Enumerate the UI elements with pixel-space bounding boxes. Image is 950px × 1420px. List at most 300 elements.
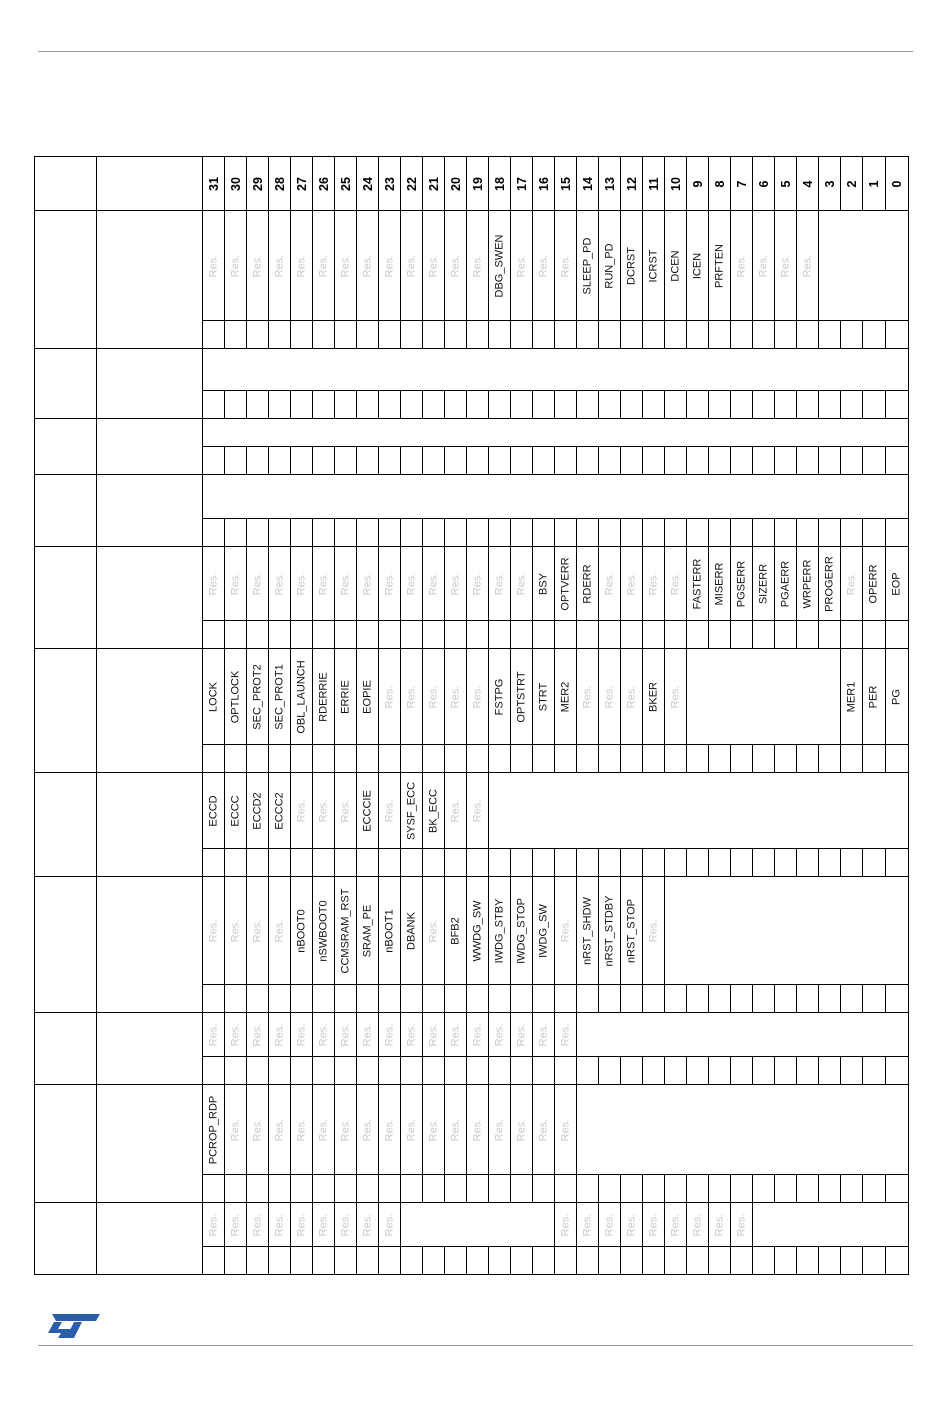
bit-field-cell <box>753 547 775 621</box>
bit-field-cell <box>401 1203 555 1247</box>
bit-field-label: BK_ECC <box>427 788 439 833</box>
reserved-bit-label: Res. <box>493 1118 505 1141</box>
bit-field-cell <box>599 547 621 621</box>
bit-field-label: PG <box>890 688 903 705</box>
reset-value-cell <box>621 621 643 649</box>
reset-value-cell <box>467 621 489 649</box>
reset-value-cell <box>577 447 599 475</box>
reset-value-cell <box>511 1057 533 1085</box>
bit-field-label: OBL_LAUNCH <box>295 659 307 734</box>
bit-field-label: FSTPG <box>493 678 505 715</box>
register-name-cell <box>97 419 203 447</box>
bit-field-cell <box>489 773 909 849</box>
bit-field-cell <box>467 773 489 849</box>
reset-value-cell <box>269 321 291 349</box>
reset-value-cell <box>225 447 247 475</box>
reserved-bit-label: Res. <box>229 1118 241 1141</box>
reset-value-cell <box>445 321 467 349</box>
bit-field-label: nRST_SHDW <box>581 896 593 965</box>
reserved-bit-label: Res. <box>471 799 483 822</box>
bit-field-cell <box>357 1085 379 1175</box>
bit-field-cell <box>709 211 731 321</box>
bit-field-cell <box>313 1203 335 1247</box>
bit-number-cell <box>731 157 753 211</box>
reset-value-cell <box>709 745 731 773</box>
bit-number: 19 <box>470 176 485 191</box>
register-field-row <box>35 475 909 519</box>
reset-value-cell <box>819 849 841 877</box>
reset-value-cell <box>489 1247 511 1275</box>
reset-value-cell <box>203 621 225 649</box>
bit-number-cell <box>621 157 643 211</box>
bit-field-cell <box>313 211 335 321</box>
bit-field-cell <box>467 649 489 745</box>
bit-field-label: ICRST <box>647 249 659 282</box>
reserved-bit-label: Res. <box>845 572 857 595</box>
reserved-bit-label: Res. <box>581 685 593 708</box>
bit-field-cell <box>225 1203 247 1247</box>
reserved-bit-label: Res. <box>427 572 439 595</box>
reset-value-cell <box>643 621 665 649</box>
reset-value-cell <box>467 985 489 1013</box>
bit-number-cell <box>709 157 731 211</box>
reset-value-cell <box>753 621 775 649</box>
reset-value-cell <box>335 849 357 877</box>
reset-value-cell <box>401 985 423 1013</box>
reset-value-cell <box>775 519 797 547</box>
reset-value-cell <box>357 1057 379 1085</box>
reserved-bit-label: Res. <box>339 572 351 595</box>
register-field-row <box>35 419 909 447</box>
reset-value-cell <box>533 447 555 475</box>
reset-value-cell <box>357 447 379 475</box>
register-field-row <box>35 211 909 321</box>
bit-field-cell <box>225 547 247 621</box>
register-name-cell <box>97 1085 203 1175</box>
bit-field-cell <box>423 649 445 745</box>
reset-value-cell <box>555 447 577 475</box>
reset-value-cell <box>423 1057 445 1085</box>
bit-field-label: MER2 <box>559 681 571 712</box>
st-logo <box>44 1312 102 1340</box>
register-name-cell <box>97 773 203 849</box>
reset-value-cell <box>401 621 423 649</box>
reserved-bit-label: Res. <box>339 254 351 277</box>
reserved-bit-label: Res. <box>603 572 615 595</box>
reset-value-cell <box>555 391 577 419</box>
reserved-bit-label: Res. <box>295 572 307 595</box>
reserved-bit-label: Res. <box>317 254 329 277</box>
reset-value-cell <box>291 745 313 773</box>
reset-value-cell <box>423 745 445 773</box>
reset-value-cell <box>665 519 687 547</box>
reset-value-cell <box>401 745 423 773</box>
reset-value-cell <box>423 391 445 419</box>
bit-field-label: DCEN <box>669 249 681 282</box>
reset-value-cell <box>863 1247 886 1275</box>
bit-field-cell <box>687 211 709 321</box>
register-name-cell <box>97 547 203 621</box>
reset-value-cell <box>665 321 687 349</box>
bit-field-cell <box>665 1203 687 1247</box>
reset-value-cell <box>445 519 467 547</box>
reset-value-cell <box>555 621 577 649</box>
bit-number-cell <box>577 157 599 211</box>
bit-field-cell <box>511 547 533 621</box>
reserved-bit-label: Res. <box>273 572 285 595</box>
reset-value-cell <box>863 1057 886 1085</box>
reset-value-cell <box>555 985 577 1013</box>
bit-number: 2 <box>844 180 859 187</box>
reset-value-cell <box>203 1057 225 1085</box>
bit-number-cell <box>599 157 621 211</box>
bit-field-label: IWDG_STOP <box>515 897 527 964</box>
bit-number-cell <box>467 157 489 211</box>
reserved-bit-label: Res. <box>295 1213 307 1236</box>
reset-value-cell <box>445 391 467 419</box>
bit-field-cell <box>313 877 335 985</box>
reset-value-cell <box>379 1057 401 1085</box>
register-field-row <box>35 773 909 849</box>
reset-value-cell <box>886 1057 909 1085</box>
reserved-bit-label: Res. <box>383 572 395 595</box>
reset-value-cell <box>731 391 753 419</box>
bit-field-label: ERRIE <box>339 679 351 714</box>
bit-field-label: RUN_PD <box>603 242 615 289</box>
reserved-bit-label: Res. <box>625 685 637 708</box>
reserved-bit-label: Res. <box>229 1213 241 1236</box>
reserved-bit-label: Res. <box>383 685 395 708</box>
reserved-bit-label: Res. <box>801 254 813 277</box>
register-field-row <box>35 1085 909 1175</box>
reset-value-cell <box>489 447 511 475</box>
reset-value-cell <box>269 1247 291 1275</box>
bit-field-cell <box>753 211 775 321</box>
reset-value-cell <box>577 519 599 547</box>
reset-value-cell <box>401 1247 423 1275</box>
reserved-bit-label: Res. <box>471 1023 483 1046</box>
reserved-bit-label: Res. <box>427 919 439 942</box>
reserved-bit-label: Res. <box>339 1023 351 1046</box>
reset-value-cell <box>687 621 709 649</box>
bit-field-cell <box>379 773 401 849</box>
bit-number-cell <box>357 157 379 211</box>
bit-field-cell <box>247 773 269 849</box>
reset-value-cell <box>401 447 423 475</box>
reset-value-cell <box>269 519 291 547</box>
reset-value-row <box>35 391 909 419</box>
reserved-bit-label: Res. <box>295 1023 307 1046</box>
bit-field-cell <box>665 547 687 621</box>
bit-field-cell <box>886 649 909 745</box>
reset-value-cell <box>225 519 247 547</box>
reserved-bit-label: Res. <box>581 1213 593 1236</box>
reset-value-cell <box>269 849 291 877</box>
bit-field-cell <box>247 877 269 985</box>
bit-field-label: PGAERR <box>779 560 791 607</box>
reset-value-cell <box>819 391 841 419</box>
bit-field-cell <box>489 1085 511 1175</box>
bit-number: 9 <box>690 180 705 187</box>
reset-value-row <box>35 985 909 1013</box>
reset-value-cell <box>401 1175 423 1203</box>
reset-value-row <box>35 1057 909 1085</box>
reset-value-cell <box>577 1247 599 1275</box>
reset-value-cell <box>841 447 863 475</box>
reset-value-row <box>35 745 909 773</box>
reset-value-cell <box>621 519 643 547</box>
reset-value-cell <box>775 321 797 349</box>
reserved-bit-label: Res. <box>449 685 461 708</box>
reset-value-cell <box>445 745 467 773</box>
bit-field-cell <box>379 1013 401 1057</box>
bit-number-cell <box>313 157 335 211</box>
offset-cell <box>35 649 97 773</box>
reset-value-cell <box>423 985 445 1013</box>
bit-number: 30 <box>228 176 243 191</box>
bit-field-cell <box>445 773 467 849</box>
reset-value-cell <box>753 985 775 1013</box>
bit-field-cell <box>203 773 225 849</box>
header-register-cell <box>97 157 203 211</box>
bit-number: 17 <box>514 176 529 191</box>
reserved-bit-label: Res. <box>207 1213 219 1236</box>
reset-value-cell <box>599 849 621 877</box>
reset-value-cell <box>621 321 643 349</box>
bit-field-cell <box>247 1085 269 1175</box>
reset-value-cell <box>841 849 863 877</box>
reset-value-cell <box>489 519 511 547</box>
reset-value-cell <box>753 1057 775 1085</box>
bit-field-cell <box>467 877 489 985</box>
reserved-bit-label: Res. <box>449 1023 461 1046</box>
bit-field-label: ICEN <box>691 252 703 279</box>
bit-field-cell <box>291 211 313 321</box>
bit-field-cell <box>269 649 291 745</box>
bit-number: 10 <box>668 176 683 191</box>
reserved-bit-label: Res. <box>493 572 505 595</box>
bit-number-row <box>35 157 909 211</box>
reset-value-cell <box>269 1057 291 1085</box>
reserved-bit-label: Res. <box>537 254 549 277</box>
reset-value-cell <box>467 1057 489 1085</box>
bit-field-cell <box>731 1203 753 1247</box>
bit-field-label: FASTERR <box>691 558 703 609</box>
reset-value-label-cell <box>97 1247 203 1275</box>
reset-value-cell <box>445 621 467 649</box>
bit-number-cell <box>841 157 863 211</box>
reset-value-cell <box>775 1057 797 1085</box>
reset-value-cell <box>511 849 533 877</box>
reset-value-cell <box>313 519 335 547</box>
bit-field-cell <box>291 1013 313 1057</box>
bit-field-cell <box>665 649 687 745</box>
reserved-bit-label: Res. <box>515 1023 527 1046</box>
reserved-bit-label: Res. <box>251 1023 263 1046</box>
bit-field-label: SIZERR <box>757 563 769 604</box>
offset-cell <box>35 419 97 475</box>
reset-value-cell <box>731 447 753 475</box>
bit-field-cell <box>401 1085 423 1175</box>
bit-field-cell <box>489 649 511 745</box>
reset-value-cell <box>291 1057 313 1085</box>
reset-value-cell <box>247 447 269 475</box>
reserved-bit-label: Res. <box>295 254 307 277</box>
reset-value-cell <box>797 745 819 773</box>
bit-field-label: OPTLOCK <box>229 670 241 723</box>
bit-field-label: DBANK <box>405 911 417 950</box>
bit-field-cell <box>269 1085 291 1175</box>
reset-value-cell <box>665 1175 687 1203</box>
bit-field-cell <box>357 649 379 745</box>
reset-value-cell <box>753 1247 775 1275</box>
reset-value-cell <box>533 1057 555 1085</box>
reset-value-cell <box>379 391 401 419</box>
reset-value-cell <box>643 985 665 1013</box>
reset-value-cell <box>797 321 819 349</box>
reserved-bit-label: Res. <box>251 572 263 595</box>
bit-field-cell <box>643 649 665 745</box>
reset-value-cell <box>533 849 555 877</box>
reset-value-cell <box>753 519 775 547</box>
reset-value-cell <box>247 849 269 877</box>
reset-value-cell <box>797 985 819 1013</box>
bit-field-cell <box>379 211 401 321</box>
reserved-bit-label: Res. <box>471 1118 483 1141</box>
bit-field-cell <box>621 211 643 321</box>
reserved-bit-label: Res. <box>273 1118 285 1141</box>
bit-field-cell <box>225 773 247 849</box>
reset-value-cell <box>335 447 357 475</box>
reset-value-cell <box>863 1175 886 1203</box>
bit-field-label: SEC_PROT1 <box>273 663 285 730</box>
reserved-bit-label: Res. <box>515 572 527 595</box>
reset-value-cell <box>313 745 335 773</box>
bit-field-cell <box>291 773 313 849</box>
reset-value-cell <box>797 621 819 649</box>
reset-value-cell <box>709 519 731 547</box>
reset-value-cell <box>467 519 489 547</box>
bit-field-cell <box>533 877 555 985</box>
reset-value-cell <box>687 849 709 877</box>
reserved-bit-label: Res. <box>207 572 219 595</box>
bit-field-label: PCROP_RDP <box>207 1095 219 1164</box>
reset-value-cell <box>599 1247 621 1275</box>
reset-value-cell <box>775 849 797 877</box>
reset-value-row <box>35 519 909 547</box>
bit-number-cell <box>489 157 511 211</box>
reserved-bit-label: Res. <box>603 1213 615 1236</box>
reserved-bit-label: Res. <box>295 1118 307 1141</box>
reset-value-cell <box>863 621 886 649</box>
reset-value-cell <box>753 745 775 773</box>
bit-number: 31 <box>206 176 221 191</box>
reset-value-cell <box>753 849 775 877</box>
reset-value-cell <box>599 1057 621 1085</box>
bit-field-cell <box>643 1203 665 1247</box>
reset-value-cell <box>665 745 687 773</box>
bit-field-cell <box>203 649 225 745</box>
bit-field-cell <box>203 547 225 621</box>
bit-field-label: WRPERR <box>801 559 813 608</box>
reset-value-label-cell <box>97 985 203 1013</box>
reset-value-cell <box>313 1247 335 1275</box>
register-name-cell <box>97 349 203 391</box>
bit-field-cell <box>753 1203 909 1247</box>
reset-value-cell <box>819 985 841 1013</box>
reset-value-cell <box>291 1175 313 1203</box>
bit-field-cell <box>335 1085 357 1175</box>
reset-value-cell <box>753 391 775 419</box>
bit-number-cell <box>753 157 775 211</box>
reset-value-cell <box>819 321 841 349</box>
reset-value-label-cell <box>97 519 203 547</box>
reset-value-cell <box>445 447 467 475</box>
register-name-cell <box>97 1203 203 1247</box>
bit-number-cell <box>687 157 709 211</box>
reserved-bit-label: Res. <box>295 799 307 822</box>
bit-field-cell <box>797 211 819 321</box>
bit-field-cell <box>401 547 423 621</box>
bit-field-label: BSY <box>537 572 549 595</box>
bit-field-cell <box>357 877 379 985</box>
bit-field-cell <box>775 211 797 321</box>
reset-value-cell <box>335 745 357 773</box>
reset-value-label-cell <box>97 1175 203 1203</box>
reset-value-cell <box>291 321 313 349</box>
reset-value-cell <box>445 1057 467 1085</box>
bit-field-cell <box>423 547 445 621</box>
reserved-bit-label: Res. <box>361 1213 373 1236</box>
bit-field-cell <box>577 877 599 985</box>
reset-value-cell <box>797 849 819 877</box>
reserved-bit-label: Res. <box>317 572 329 595</box>
bit-number: 28 <box>272 176 287 191</box>
bit-field-cell <box>225 1085 247 1175</box>
reserved-bit-label: Res. <box>779 254 791 277</box>
bit-field-cell <box>511 1085 533 1175</box>
reset-value-cell <box>797 1175 819 1203</box>
bit-number-cell <box>335 157 357 211</box>
reserved-bit-label: Res. <box>757 254 769 277</box>
reset-value-cell <box>313 621 335 649</box>
reset-value-row <box>35 1247 909 1275</box>
reset-value-cell <box>203 391 225 419</box>
bit-field-cell <box>599 1203 621 1247</box>
bit-field-label: BKER <box>647 681 659 712</box>
bit-field-cell <box>621 1203 643 1247</box>
reset-value-cell <box>357 985 379 1013</box>
reset-value-cell <box>269 985 291 1013</box>
reset-value-cell <box>687 391 709 419</box>
bit-field-label: SRAM_PE <box>361 904 373 957</box>
register-field-row <box>35 1203 909 1247</box>
reserved-bit-label: Res. <box>229 1023 241 1046</box>
reserved-bit-label: Res. <box>405 685 417 708</box>
bit-field-cell <box>577 1203 599 1247</box>
reset-value-cell <box>313 391 335 419</box>
reset-value-cell <box>401 1057 423 1085</box>
bit-field-cell <box>709 547 731 621</box>
bit-field-label: RDERR <box>581 563 593 604</box>
reserved-bit-label: Res. <box>273 254 285 277</box>
reset-value-cell <box>577 745 599 773</box>
reset-value-cell <box>621 447 643 475</box>
reserved-bit-label: Res. <box>493 1023 505 1046</box>
bit-field-cell <box>335 773 357 849</box>
reset-value-cell <box>533 745 555 773</box>
reset-value-cell <box>489 621 511 649</box>
